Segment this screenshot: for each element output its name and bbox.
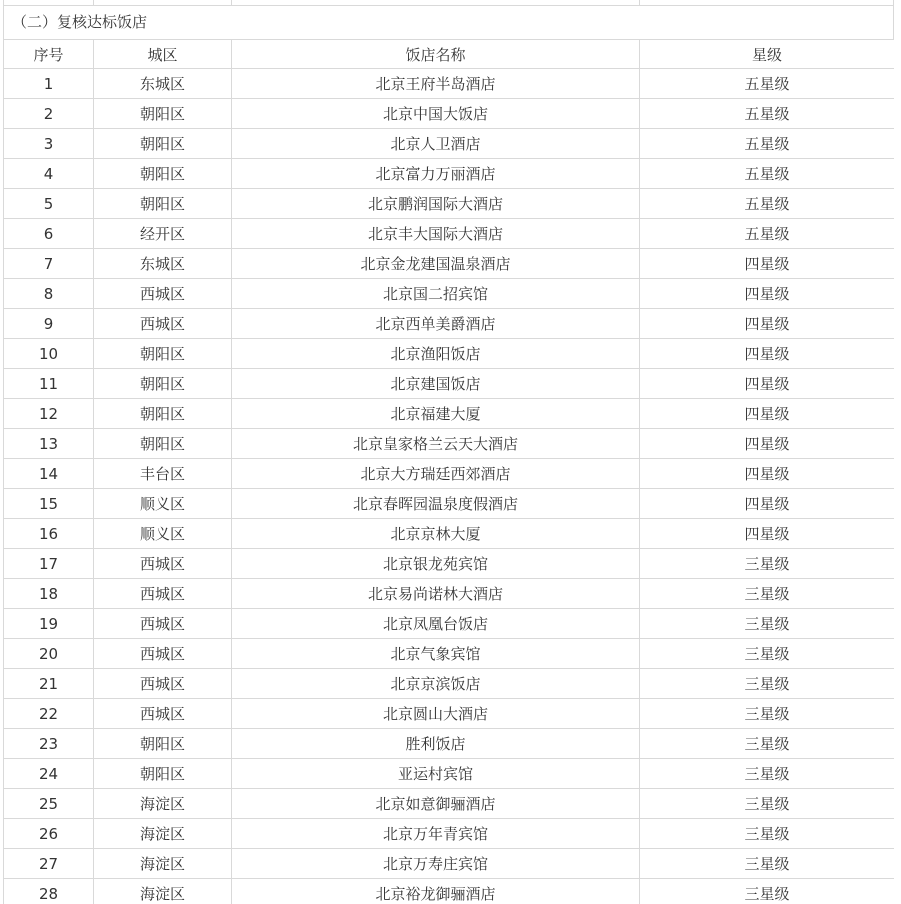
- cell-district: 朝阳区: [94, 399, 232, 429]
- cell-star-rating: 五星级: [640, 99, 895, 129]
- section-title: （二）复核达标饭店: [3, 6, 894, 39]
- cell-hotel-name: 北京建国饭店: [232, 369, 640, 399]
- cell-hotel-name: 北京如意御骊酒店: [232, 789, 640, 819]
- cell-hotel-name: 北京鹏润国际大酒店: [232, 189, 640, 219]
- cell-star-rating: 四星级: [640, 369, 895, 399]
- table-row: [4, 219, 895, 249]
- column-header-star-rating: 星级: [640, 40, 895, 69]
- cell-district: 西城区: [94, 579, 232, 609]
- cell-district: 经开区: [94, 219, 232, 249]
- cell-district: 朝阳区: [94, 339, 232, 369]
- cell-index: 19: [4, 609, 94, 639]
- cell-hotel-name: 北京气象宾馆: [232, 639, 640, 669]
- cell-district: 丰台区: [94, 459, 232, 489]
- cell-district: 西城区: [94, 639, 232, 669]
- table-row: [4, 189, 895, 219]
- cell-hotel-name: 北京银龙苑宾馆: [232, 549, 640, 579]
- table-row: [4, 879, 895, 904]
- table-row: [4, 729, 895, 759]
- cell-star-rating: 四星级: [640, 429, 895, 459]
- cell-district: 西城区: [94, 609, 232, 639]
- cell-star-rating: 三星级: [640, 669, 895, 699]
- cell-index: 11: [4, 369, 94, 399]
- table-row: [4, 849, 895, 879]
- cell-district: 顺义区: [94, 519, 232, 549]
- table-row: [4, 249, 895, 279]
- cell-hotel-name: 北京金龙建国温泉酒店: [232, 249, 640, 279]
- cell-district: 西城区: [94, 699, 232, 729]
- cell-district: 西城区: [94, 309, 232, 339]
- cell-star-rating: 三星级: [640, 699, 895, 729]
- cell-star-rating: 五星级: [640, 69, 895, 99]
- cell-district: 东城区: [94, 69, 232, 99]
- cell-star-rating: 四星级: [640, 339, 895, 369]
- table-row: [4, 819, 895, 849]
- cell-hotel-name: 北京万年青宾馆: [232, 819, 640, 849]
- cell-index: 3: [4, 129, 94, 159]
- cell-star-rating: 四星级: [640, 279, 895, 309]
- cell-star-rating: 三星级: [640, 639, 895, 669]
- cell-hotel-name: 北京福建大厦: [232, 399, 640, 429]
- cell-index: 4: [4, 159, 94, 189]
- cell-hotel-name: 北京春晖园温泉度假酒店: [232, 489, 640, 519]
- table-row: [4, 309, 895, 339]
- table-row: [4, 339, 895, 369]
- cell-hotel-name: 北京京林大厦: [232, 519, 640, 549]
- cell-star-rating: 三星级: [640, 579, 895, 609]
- cell-star-rating: 三星级: [640, 879, 895, 904]
- cell-district: 西城区: [94, 549, 232, 579]
- document-frame: [3, 0, 894, 904]
- column-header-district: 城区: [94, 40, 232, 69]
- cell-hotel-name: 北京丰大国际大酒店: [232, 219, 640, 249]
- cell-index: 15: [4, 489, 94, 519]
- cell-star-rating: 五星级: [640, 219, 895, 249]
- cell-index: 10: [4, 339, 94, 369]
- cell-star-rating: 五星级: [640, 159, 895, 189]
- cell-hotel-name: 北京中国大饭店: [232, 99, 640, 129]
- cell-star-rating: 三星级: [640, 849, 895, 879]
- cell-hotel-name: 北京皇家格兰云天大酒店: [232, 429, 640, 459]
- cell-star-rating: 四星级: [640, 309, 895, 339]
- cell-index: 23: [4, 729, 94, 759]
- cell-star-rating: 四星级: [640, 519, 895, 549]
- cell-hotel-name: 亚运村宾馆: [232, 759, 640, 789]
- cell-district: 顺义区: [94, 489, 232, 519]
- cell-star-rating: 三星级: [640, 789, 895, 819]
- cell-index: 21: [4, 669, 94, 699]
- cell-hotel-name: 北京裕龙御骊酒店: [232, 879, 640, 904]
- cell-district: 朝阳区: [94, 429, 232, 459]
- cell-district: 朝阳区: [94, 369, 232, 399]
- table-row: [4, 549, 895, 579]
- hotel-table: [3, 39, 894, 904]
- cell-index: 28: [4, 879, 94, 904]
- cell-hotel-name: 北京万寿庄宾馆: [232, 849, 640, 879]
- table-row: [4, 579, 895, 609]
- cell-star-rating: 三星级: [640, 609, 895, 639]
- cell-hotel-name: 北京渔阳饭店: [232, 339, 640, 369]
- cell-index: 20: [4, 639, 94, 669]
- table-row: [4, 519, 895, 549]
- cell-index: 5: [4, 189, 94, 219]
- table-row: [4, 159, 895, 189]
- cell-index: 24: [4, 759, 94, 789]
- cell-star-rating: 三星级: [640, 549, 895, 579]
- table-row: [4, 669, 895, 699]
- cell-index: 16: [4, 519, 94, 549]
- table-row: [4, 399, 895, 429]
- cell-index: 14: [4, 459, 94, 489]
- cell-index: 6: [4, 219, 94, 249]
- cell-district: 朝阳区: [94, 99, 232, 129]
- cell-index: 17: [4, 549, 94, 579]
- cell-district: 海淀区: [94, 849, 232, 879]
- cell-index: 8: [4, 279, 94, 309]
- cell-district: 朝阳区: [94, 129, 232, 159]
- cell-star-rating: 四星级: [640, 459, 895, 489]
- cell-hotel-name: 北京大方瑞廷西郊酒店: [232, 459, 640, 489]
- cell-index: 1: [4, 69, 94, 99]
- column-header-index: 序号: [4, 40, 94, 69]
- cell-district: 朝阳区: [94, 759, 232, 789]
- cell-district: 西城区: [94, 669, 232, 699]
- cell-hotel-name: 北京西单美爵酒店: [232, 309, 640, 339]
- table-row: [4, 489, 895, 519]
- cell-hotel-name: 北京人卫酒店: [232, 129, 640, 159]
- cell-star-rating: 五星级: [640, 189, 895, 219]
- table-body: [4, 69, 895, 904]
- table-row: [4, 639, 895, 669]
- cell-district: 朝阳区: [94, 189, 232, 219]
- cell-hotel-name: 北京王府半岛酒店: [232, 69, 640, 99]
- cell-district: 海淀区: [94, 819, 232, 849]
- cell-star-rating: 四星级: [640, 489, 895, 519]
- cell-star-rating: 三星级: [640, 759, 895, 789]
- cell-hotel-name: 北京易尚诺林大酒店: [232, 579, 640, 609]
- table-row: [4, 429, 895, 459]
- cell-index: 22: [4, 699, 94, 729]
- cell-index: 7: [4, 249, 94, 279]
- cell-index: 26: [4, 819, 94, 849]
- cell-district: 西城区: [94, 279, 232, 309]
- cell-district: 海淀区: [94, 789, 232, 819]
- table-row: [4, 369, 895, 399]
- cell-star-rating: 三星级: [640, 819, 895, 849]
- cell-star-rating: 三星级: [640, 729, 895, 759]
- cell-index: 27: [4, 849, 94, 879]
- cell-index: 9: [4, 309, 94, 339]
- cell-star-rating: 五星级: [640, 129, 895, 159]
- cell-index: 18: [4, 579, 94, 609]
- table-row: [4, 279, 895, 309]
- cell-star-rating: 四星级: [640, 249, 895, 279]
- cell-hotel-name: 北京国二招宾馆: [232, 279, 640, 309]
- cell-hotel-name: 北京京滨饭店: [232, 669, 640, 699]
- table-row: [4, 699, 895, 729]
- cell-hotel-name: 北京富力万丽酒店: [232, 159, 640, 189]
- column-header-hotel-name: 饭店名称: [232, 40, 640, 69]
- table-row: [4, 69, 895, 99]
- cell-district: 海淀区: [94, 879, 232, 904]
- cell-district: 朝阳区: [94, 729, 232, 759]
- cell-star-rating: 四星级: [640, 399, 895, 429]
- cell-index: 25: [4, 789, 94, 819]
- cell-district: 朝阳区: [94, 159, 232, 189]
- table-row: [4, 129, 895, 159]
- cell-index: 2: [4, 99, 94, 129]
- cell-hotel-name: 北京圆山大酒店: [232, 699, 640, 729]
- cell-index: 13: [4, 429, 94, 459]
- cell-district: 东城区: [94, 249, 232, 279]
- cell-index: 12: [4, 399, 94, 429]
- cell-hotel-name: 胜利饭店: [232, 729, 640, 759]
- table-row: [4, 609, 895, 639]
- table-header-row: [4, 40, 895, 69]
- cell-hotel-name: 北京凤凰台饭店: [232, 609, 640, 639]
- table-row: [4, 759, 895, 789]
- table-row: [4, 459, 895, 489]
- table-row: [4, 99, 895, 129]
- table-row: [4, 789, 895, 819]
